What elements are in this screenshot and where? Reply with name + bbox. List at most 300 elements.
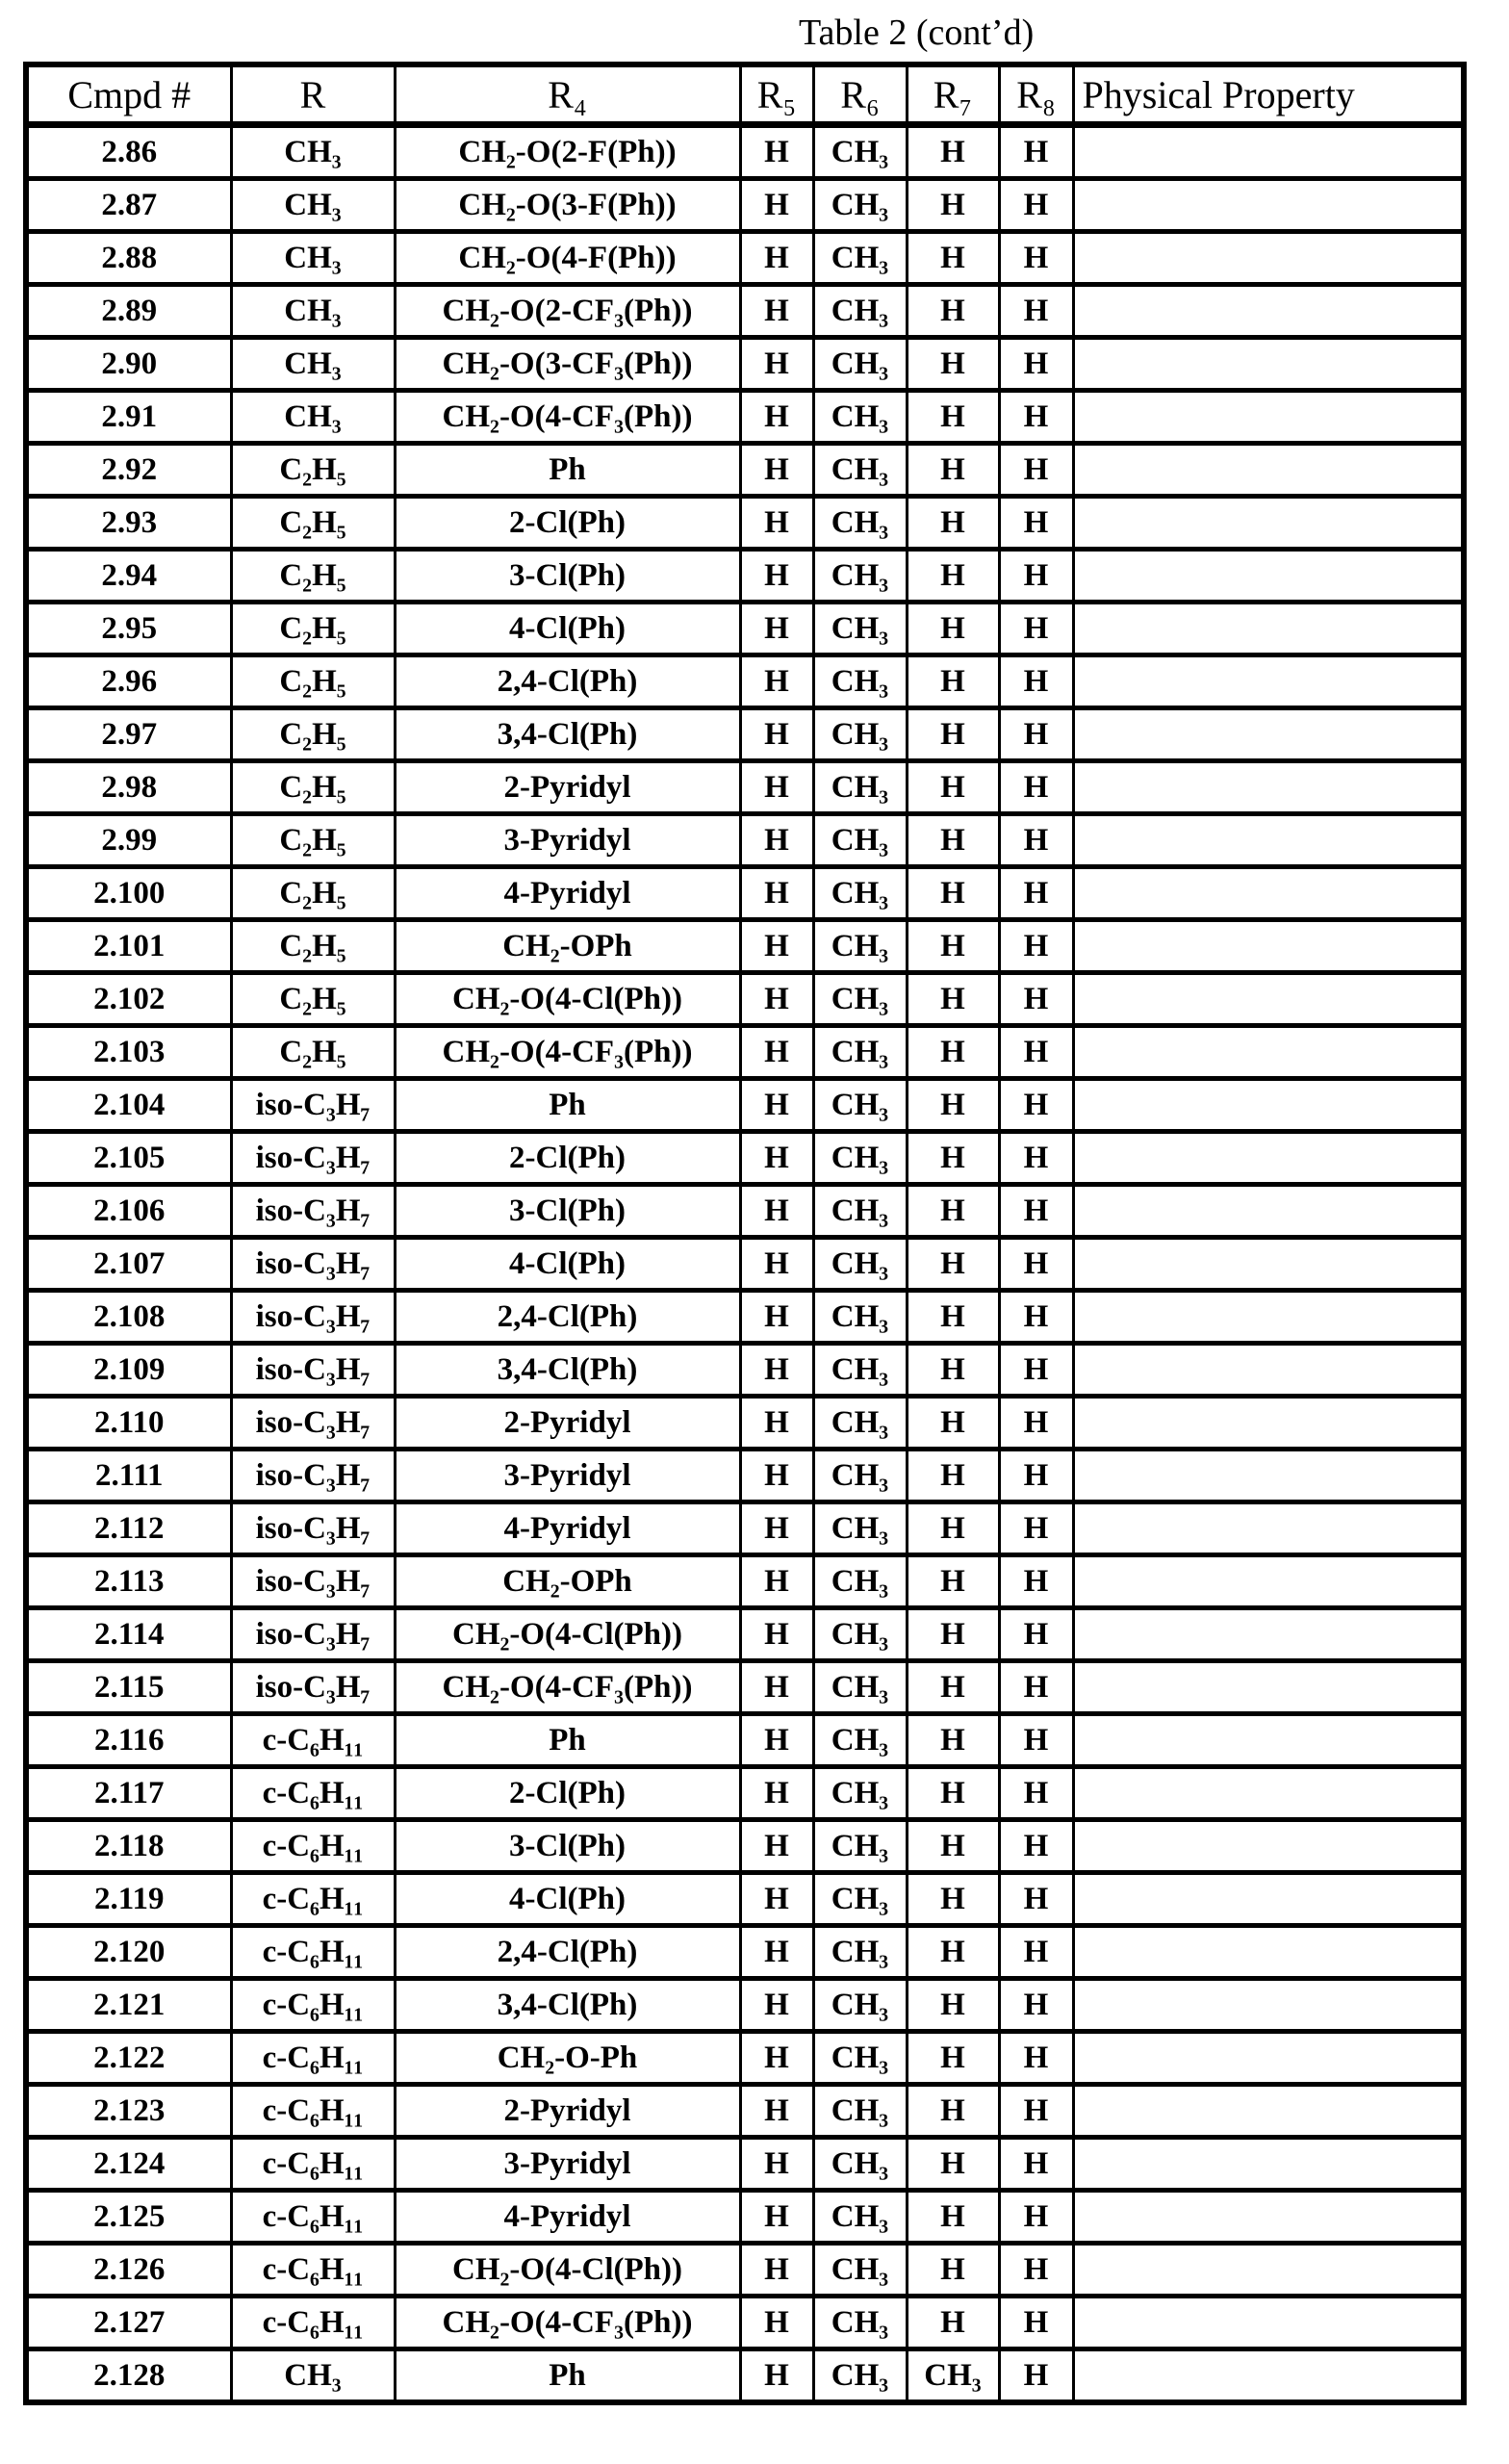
- cell-r7: H: [907, 655, 999, 708]
- table-row: [26, 2244, 1464, 2297]
- cell-r5: H: [740, 1767, 813, 1820]
- cell-cmpd: 2.94: [26, 550, 231, 603]
- cell-r4: 3-Cl(Ph): [395, 550, 740, 603]
- cell-physical-property: [1073, 814, 1464, 867]
- cell-cmpd: 2.128: [26, 2349, 231, 2403]
- cell-r7: H: [907, 1608, 999, 1661]
- cell-r6: CH₃: [813, 1026, 907, 1079]
- cell-physical-property: [1073, 708, 1464, 761]
- cell-cmpd: 2.106: [26, 1185, 231, 1238]
- cell-r8: H: [999, 1767, 1073, 1820]
- cell-r5: H: [740, 1714, 813, 1767]
- cell-r5: H: [740, 1344, 813, 1397]
- cell-physical-property: [1073, 973, 1464, 1026]
- cell-r: C₂H₅: [231, 603, 395, 655]
- cell-r: CH₃: [231, 391, 395, 444]
- cell-r: C₂H₅: [231, 444, 395, 497]
- cell-r4: 2,4-Cl(Ph): [395, 1926, 740, 1979]
- table-row: [26, 391, 1464, 444]
- cell-physical-property: [1073, 1661, 1464, 1714]
- cell-r8: H: [999, 1291, 1073, 1344]
- cell-r5: H: [740, 2085, 813, 2138]
- cell-r8: H: [999, 973, 1073, 1026]
- cell-r4: 3-Pyridyl: [395, 2138, 740, 2191]
- cell-r5: H: [740, 920, 813, 973]
- table-row: [26, 603, 1464, 655]
- cell-r: C₂H₅: [231, 1026, 395, 1079]
- cell-r: CH₃: [231, 232, 395, 285]
- table-row: [26, 444, 1464, 497]
- cell-r6: CH₃: [813, 1979, 907, 2032]
- cell-physical-property: [1073, 2244, 1464, 2297]
- cell-r8: H: [999, 655, 1073, 708]
- cell-r7: H: [907, 1767, 999, 1820]
- cell-r5: H: [740, 655, 813, 708]
- cell-r: CH₃: [231, 338, 395, 391]
- cell-cmpd: 2.105: [26, 1132, 231, 1185]
- cell-physical-property: [1073, 1873, 1464, 1926]
- cell-r6: CH₃: [813, 1608, 907, 1661]
- cell-r4: CH₂-O(3-CF₃(Ph)): [395, 338, 740, 391]
- cell-r4: Ph: [395, 2349, 740, 2403]
- cell-physical-property: [1073, 285, 1464, 338]
- table-row: [26, 1714, 1464, 1767]
- cell-r5: H: [740, 391, 813, 444]
- cell-r8: H: [999, 1185, 1073, 1238]
- cell-r5: H: [740, 1979, 813, 2032]
- cell-cmpd: 2.121: [26, 1979, 231, 2032]
- cell-r4: CH₂-O(4-CF₃(Ph)): [395, 1661, 740, 1714]
- cell-r8: H: [999, 550, 1073, 603]
- cell-physical-property: [1073, 1714, 1464, 1767]
- cell-r7: H: [907, 497, 999, 550]
- cell-r6: CH₃: [813, 1926, 907, 1979]
- cell-r8: H: [999, 867, 1073, 920]
- cell-physical-property: [1073, 1502, 1464, 1555]
- table-body: [26, 125, 1464, 2403]
- cell-r4: 4-Cl(Ph): [395, 1238, 740, 1291]
- cell-r7: H: [907, 761, 999, 814]
- cell-r7: H: [907, 338, 999, 391]
- table-row: [26, 1661, 1464, 1714]
- cell-cmpd: 2.127: [26, 2297, 231, 2349]
- table-row: [26, 1291, 1464, 1344]
- table-row: [26, 1555, 1464, 1608]
- cell-r6: CH₃: [813, 1079, 907, 1132]
- cell-r7: H: [907, 1344, 999, 1397]
- cell-r4: CH₂-O-Ph: [395, 2032, 740, 2085]
- cell-r: C₂H₅: [231, 761, 395, 814]
- table-row: [26, 285, 1464, 338]
- cell-r4: 2,4-Cl(Ph): [395, 1291, 740, 1344]
- cell-r5: H: [740, 708, 813, 761]
- table-row: [26, 1238, 1464, 1291]
- cell-r: iso-C₃H₇: [231, 1555, 395, 1608]
- cell-physical-property: [1073, 2138, 1464, 2191]
- cell-r: c-C₆H₁₁: [231, 2297, 395, 2349]
- cell-physical-property: [1073, 1926, 1464, 1979]
- cell-r4: 4-Pyridyl: [395, 2191, 740, 2244]
- cell-r4: Ph: [395, 444, 740, 497]
- cell-physical-property: [1073, 920, 1464, 973]
- table-row: [26, 2191, 1464, 2244]
- cell-r7: H: [907, 1450, 999, 1502]
- cell-cmpd: 2.126: [26, 2244, 231, 2297]
- cell-r8: H: [999, 1714, 1073, 1767]
- cell-physical-property: [1073, 2085, 1464, 2138]
- cell-r5: H: [740, 125, 813, 179]
- cell-physical-property: [1073, 867, 1464, 920]
- cell-r4: 3-Cl(Ph): [395, 1820, 740, 1873]
- cell-r7: H: [907, 1555, 999, 1608]
- cell-r4: 4-Cl(Ph): [395, 1873, 740, 1926]
- cell-r6: CH₃: [813, 1714, 907, 1767]
- table-row: [26, 497, 1464, 550]
- cell-r6: CH₃: [813, 497, 907, 550]
- cell-physical-property: [1073, 1555, 1464, 1608]
- cell-r4: 3-Pyridyl: [395, 814, 740, 867]
- cell-r: c-C₆H₁₁: [231, 1714, 395, 1767]
- cell-r6: CH₃: [813, 920, 907, 973]
- cell-physical-property: [1073, 1820, 1464, 1873]
- cell-cmpd: 2.91: [26, 391, 231, 444]
- cell-r7: H: [907, 920, 999, 973]
- cell-r5: H: [740, 2191, 813, 2244]
- table-row: [26, 655, 1464, 708]
- cell-r: c-C₆H₁₁: [231, 2138, 395, 2191]
- cell-r4: 2-Cl(Ph): [395, 1132, 740, 1185]
- cell-r5: H: [740, 1238, 813, 1291]
- cell-r5: H: [740, 2032, 813, 2085]
- cell-r5: H: [740, 1502, 813, 1555]
- cell-cmpd: 2.100: [26, 867, 231, 920]
- cell-r7: H: [907, 708, 999, 761]
- cell-r4: CH₂-O(2-F(Ph)): [395, 125, 740, 179]
- cell-r8: H: [999, 2191, 1073, 2244]
- cell-r6: CH₃: [813, 1555, 907, 1608]
- cell-r4: 4-Pyridyl: [395, 867, 740, 920]
- cell-r6: CH₃: [813, 2085, 907, 2138]
- cell-r7: H: [907, 2244, 999, 2297]
- cell-r6: CH₃: [813, 973, 907, 1026]
- table-row: [26, 1185, 1464, 1238]
- cell-cmpd: 2.122: [26, 2032, 231, 2085]
- cell-r4: CH₂-O(4-CF₃(Ph)): [395, 391, 740, 444]
- cell-r6: CH₃: [813, 2297, 907, 2349]
- cell-r8: H: [999, 391, 1073, 444]
- cell-r6: CH₃: [813, 285, 907, 338]
- cell-r8: H: [999, 1873, 1073, 1926]
- cell-physical-property: [1073, 125, 1464, 179]
- compound-table: [23, 62, 1467, 2405]
- cell-r6: CH₃: [813, 1397, 907, 1450]
- table-row: [26, 973, 1464, 1026]
- cell-r8: H: [999, 1820, 1073, 1873]
- cell-r7: H: [907, 1502, 999, 1555]
- header-r5: R₅: [740, 64, 813, 125]
- cell-physical-property: [1073, 2297, 1464, 2349]
- cell-cmpd: 2.98: [26, 761, 231, 814]
- cell-cmpd: 2.96: [26, 655, 231, 708]
- cell-r6: CH₃: [813, 1820, 907, 1873]
- cell-r4: CH₂-O(3-F(Ph)): [395, 179, 740, 232]
- cell-r7: H: [907, 1714, 999, 1767]
- header-physical-property: Physical Property: [1073, 64, 1464, 125]
- cell-r7: H: [907, 1926, 999, 1979]
- cell-r4: CH₂-O(2-CF₃(Ph)): [395, 285, 740, 338]
- cell-r8: H: [999, 1132, 1073, 1185]
- cell-cmpd: 2.95: [26, 603, 231, 655]
- cell-r8: H: [999, 1555, 1073, 1608]
- cell-r5: H: [740, 179, 813, 232]
- cell-cmpd: 2.87: [26, 179, 231, 232]
- cell-r8: H: [999, 1502, 1073, 1555]
- cell-r4: 2-Cl(Ph): [395, 497, 740, 550]
- table-row: [26, 1026, 1464, 1079]
- cell-cmpd: 2.119: [26, 1873, 231, 1926]
- cell-r8: H: [999, 1608, 1073, 1661]
- cell-r: iso-C₃H₇: [231, 1079, 395, 1132]
- cell-r7: H: [907, 285, 999, 338]
- cell-r8: H: [999, 2138, 1073, 2191]
- cell-r: CH₃: [231, 125, 395, 179]
- cell-r8: H: [999, 497, 1073, 550]
- cell-r4: CH₂-O(4-Cl(Ph)): [395, 2244, 740, 2297]
- table-row: [26, 2138, 1464, 2191]
- cell-physical-property: [1073, 391, 1464, 444]
- cell-r4: 4-Cl(Ph): [395, 603, 740, 655]
- cell-cmpd: 2.112: [26, 1502, 231, 1555]
- cell-r8: H: [999, 338, 1073, 391]
- cell-physical-property: [1073, 1344, 1464, 1397]
- cell-r8: H: [999, 1661, 1073, 1714]
- cell-r: c-C₆H₁₁: [231, 1979, 395, 2032]
- table-row: [26, 708, 1464, 761]
- cell-cmpd: 2.118: [26, 1820, 231, 1873]
- table-row: [26, 125, 1464, 179]
- cell-r: iso-C₃H₇: [231, 1397, 395, 1450]
- cell-r: iso-C₃H₇: [231, 1608, 395, 1661]
- cell-r4: 2-Pyridyl: [395, 2085, 740, 2138]
- cell-r: c-C₆H₁₁: [231, 1767, 395, 1820]
- cell-r7: H: [907, 603, 999, 655]
- cell-r5: H: [740, 444, 813, 497]
- table-row: [26, 1079, 1464, 1132]
- cell-r5: H: [740, 497, 813, 550]
- cell-physical-property: [1073, 2032, 1464, 2085]
- cell-r8: H: [999, 761, 1073, 814]
- table-row: [26, 2032, 1464, 2085]
- cell-r5: H: [740, 1026, 813, 1079]
- cell-r5: H: [740, 1185, 813, 1238]
- cell-physical-property: [1073, 1291, 1464, 1344]
- cell-r7: H: [907, 1820, 999, 1873]
- cell-r8: H: [999, 1926, 1073, 1979]
- cell-r7: H: [907, 2032, 999, 2085]
- cell-r5: H: [740, 761, 813, 814]
- cell-physical-property: [1073, 1979, 1464, 2032]
- cell-cmpd: 2.125: [26, 2191, 231, 2244]
- cell-r: c-C₆H₁₁: [231, 1820, 395, 1873]
- cell-r: CH₃: [231, 179, 395, 232]
- cell-r6: CH₃: [813, 1185, 907, 1238]
- cell-r5: H: [740, 338, 813, 391]
- cell-cmpd: 2.93: [26, 497, 231, 550]
- cell-r: iso-C₃H₇: [231, 1185, 395, 1238]
- cell-r: C₂H₅: [231, 920, 395, 973]
- cell-physical-property: [1073, 1608, 1464, 1661]
- table-row: [26, 2297, 1464, 2349]
- cell-r8: H: [999, 179, 1073, 232]
- cell-r7: H: [907, 2297, 999, 2349]
- cell-r7: H: [907, 179, 999, 232]
- cell-r: CH₃: [231, 285, 395, 338]
- cell-r6: CH₃: [813, 2349, 907, 2403]
- cell-r7: H: [907, 1873, 999, 1926]
- cell-r5: H: [740, 232, 813, 285]
- cell-cmpd: 2.116: [26, 1714, 231, 1767]
- cell-r6: CH₃: [813, 1132, 907, 1185]
- cell-r5: H: [740, 1661, 813, 1714]
- cell-r4: CH₂-OPh: [395, 1555, 740, 1608]
- cell-r5: H: [740, 1873, 813, 1926]
- cell-r5: H: [740, 1820, 813, 1873]
- cell-r7: CH₃: [907, 2349, 999, 2403]
- cell-r: c-C₆H₁₁: [231, 1873, 395, 1926]
- table-title: Table 2 (cont’d): [799, 12, 1034, 54]
- cell-r7: H: [907, 1661, 999, 1714]
- cell-cmpd: 2.92: [26, 444, 231, 497]
- cell-physical-property: [1073, 232, 1464, 285]
- cell-r7: H: [907, 1132, 999, 1185]
- cell-r4: 3-Cl(Ph): [395, 1185, 740, 1238]
- cell-r6: CH₃: [813, 708, 907, 761]
- cell-r: iso-C₃H₇: [231, 1661, 395, 1714]
- cell-r7: H: [907, 550, 999, 603]
- table-row: [26, 2349, 1464, 2403]
- cell-r6: CH₃: [813, 338, 907, 391]
- cell-r4: CH₂-O(4-Cl(Ph)): [395, 1608, 740, 1661]
- cell-r: C₂H₅: [231, 550, 395, 603]
- cell-cmpd: 2.120: [26, 1926, 231, 1979]
- cell-cmpd: 2.88: [26, 232, 231, 285]
- cell-r7: H: [907, 391, 999, 444]
- cell-r5: H: [740, 1926, 813, 1979]
- cell-physical-property: [1073, 497, 1464, 550]
- cell-r8: H: [999, 1450, 1073, 1502]
- cell-r5: H: [740, 1450, 813, 1502]
- cell-r6: CH₃: [813, 179, 907, 232]
- cell-physical-property: [1073, 1026, 1464, 1079]
- table-row: [26, 1873, 1464, 1926]
- cell-r6: CH₃: [813, 1344, 907, 1397]
- cell-r4: 2-Cl(Ph): [395, 1767, 740, 1820]
- table-row: [26, 1608, 1464, 1661]
- cell-r8: H: [999, 2085, 1073, 2138]
- cell-r: iso-C₃H₇: [231, 1291, 395, 1344]
- table-row: [26, 550, 1464, 603]
- cell-r7: H: [907, 125, 999, 179]
- cell-cmpd: 2.104: [26, 1079, 231, 1132]
- cell-r4: CH₂-O(4-CF₃(Ph)): [395, 1026, 740, 1079]
- table-row: [26, 338, 1464, 391]
- table-row: [26, 920, 1464, 973]
- cell-cmpd: 2.108: [26, 1291, 231, 1344]
- cell-cmpd: 2.86: [26, 125, 231, 179]
- cell-cmpd: 2.109: [26, 1344, 231, 1397]
- cell-r5: H: [740, 867, 813, 920]
- header-row: [26, 64, 1464, 125]
- cell-cmpd: 2.115: [26, 1661, 231, 1714]
- cell-r5: H: [740, 550, 813, 603]
- cell-r8: H: [999, 603, 1073, 655]
- cell-r7: H: [907, 867, 999, 920]
- header-cmpd: Cmpd #: [26, 64, 231, 125]
- cell-r: C₂H₅: [231, 708, 395, 761]
- cell-physical-property: [1073, 1132, 1464, 1185]
- cell-r8: H: [999, 920, 1073, 973]
- cell-r5: H: [740, 2244, 813, 2297]
- cell-r4: CH₂-O(4-Cl(Ph)): [395, 973, 740, 1026]
- cell-r8: H: [999, 1397, 1073, 1450]
- cell-physical-property: [1073, 2349, 1464, 2403]
- cell-r7: H: [907, 444, 999, 497]
- table-row: [26, 814, 1464, 867]
- cell-physical-property: [1073, 1450, 1464, 1502]
- cell-r8: H: [999, 1238, 1073, 1291]
- cell-r6: CH₃: [813, 550, 907, 603]
- cell-r: C₂H₅: [231, 814, 395, 867]
- cell-r: iso-C₃H₇: [231, 1238, 395, 1291]
- table-row: [26, 1926, 1464, 1979]
- cell-r6: CH₃: [813, 2191, 907, 2244]
- cell-r: C₂H₅: [231, 867, 395, 920]
- cell-r8: H: [999, 285, 1073, 338]
- cell-r4: 3,4-Cl(Ph): [395, 708, 740, 761]
- cell-r5: H: [740, 1555, 813, 1608]
- table-row: [26, 867, 1464, 920]
- header-r7: R₇: [907, 64, 999, 125]
- cell-r5: H: [740, 973, 813, 1026]
- cell-r6: CH₃: [813, 125, 907, 179]
- cell-r6: CH₃: [813, 444, 907, 497]
- cell-r: iso-C₃H₇: [231, 1502, 395, 1555]
- cell-r8: H: [999, 2244, 1073, 2297]
- cell-r5: H: [740, 1397, 813, 1450]
- cell-physical-property: [1073, 1185, 1464, 1238]
- cell-r: CH₃: [231, 2349, 395, 2403]
- cell-r7: H: [907, 973, 999, 1026]
- cell-r8: H: [999, 444, 1073, 497]
- cell-r5: H: [740, 603, 813, 655]
- cell-cmpd: 2.103: [26, 1026, 231, 1079]
- cell-r8: H: [999, 1079, 1073, 1132]
- cell-r4: CH₂-OPh: [395, 920, 740, 973]
- cell-r4: 3-Pyridyl: [395, 1450, 740, 1502]
- cell-cmpd: 2.101: [26, 920, 231, 973]
- cell-physical-property: [1073, 1397, 1464, 1450]
- cell-r7: H: [907, 1079, 999, 1132]
- cell-r8: H: [999, 1979, 1073, 2032]
- cell-cmpd: 2.102: [26, 973, 231, 1026]
- cell-r8: H: [999, 1344, 1073, 1397]
- cell-r: c-C₆H₁₁: [231, 1926, 395, 1979]
- cell-physical-property: [1073, 761, 1464, 814]
- cell-physical-property: [1073, 179, 1464, 232]
- cell-cmpd: 2.97: [26, 708, 231, 761]
- cell-r6: CH₃: [813, 2032, 907, 2085]
- cell-r6: CH₃: [813, 655, 907, 708]
